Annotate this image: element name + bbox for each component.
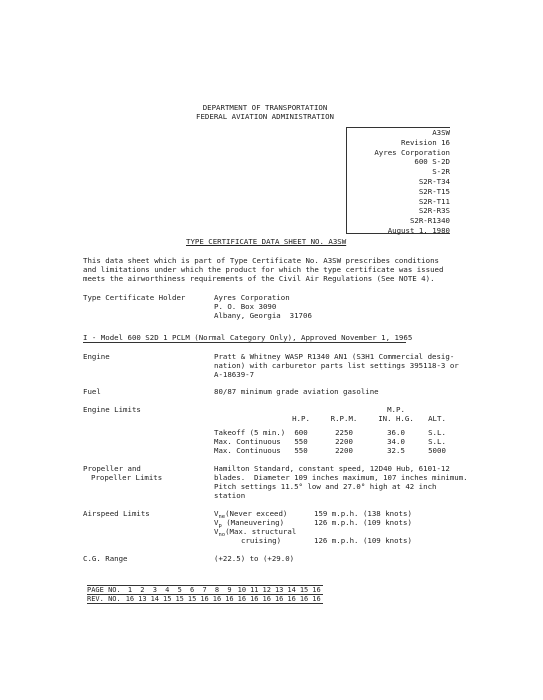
rev-no: 14	[150, 595, 160, 603]
limits-row-alt: 5000	[428, 446, 446, 455]
page-no: 4	[161, 586, 173, 595]
rev-no: 16	[200, 595, 209, 603]
v-subscript: p	[218, 523, 222, 529]
box-line: Revision 16	[401, 137, 450, 147]
engine-line: nation) with carburetor parts list settings 395118-3 or	[214, 361, 459, 370]
propeller-label: Propeller and	[83, 464, 141, 473]
airspeed-desc: (Max. structural	[225, 527, 297, 536]
page-no: 9	[223, 586, 235, 595]
airspeed-desc-2: cruising)	[241, 536, 282, 545]
rev-no: 16	[287, 595, 296, 603]
intro-line: meets the airworthiness requirements of the Civil Air Regulations (See NOTE 4).	[83, 274, 435, 283]
limits-row-rpm: 2250	[335, 428, 353, 437]
page-no: 12	[262, 586, 271, 594]
airspeed-label: Airspeed Limits	[83, 509, 150, 518]
box-line: Ayres Corporation	[374, 147, 450, 157]
fuel-value: 80/87 minimum grade aviation gasoline	[214, 387, 379, 396]
page-no: 11	[250, 586, 259, 594]
v-letter: V	[214, 527, 219, 536]
holder-line: Albany, Georgia 31706	[214, 311, 312, 320]
v-letter: V	[214, 509, 219, 518]
limits-row-rpm: 2200	[335, 437, 353, 446]
section-heading: I - Model 600 S2D 1 PCLM (Normal Category Only), Approved November 1, 1965	[83, 333, 413, 342]
box-line: A3SW	[432, 128, 450, 137]
cg-label: C.G. Range	[83, 554, 128, 563]
v-letter: V	[214, 518, 219, 527]
propeller-label-2: Propeller Limits	[91, 473, 163, 482]
section-rule	[83, 342, 406, 343]
box-line: 600 S-2D	[414, 157, 450, 167]
box-line: S-2R	[432, 167, 450, 177]
box-line: S2R-T15	[418, 186, 450, 196]
holder-line: Ayres Corporation	[214, 293, 290, 302]
mp-header: IN. H.G.	[378, 414, 414, 423]
page-no: 1	[124, 586, 136, 595]
rev-no: 16	[262, 595, 271, 603]
limits-row-hp: 550	[294, 446, 308, 455]
rev-row	[87, 595, 323, 604]
rev-no: 16	[274, 595, 284, 603]
rev-no: 16	[212, 595, 222, 603]
v-subscript: ne	[218, 514, 226, 520]
page-label: PAGE NO.	[87, 586, 124, 595]
page-row	[87, 586, 323, 595]
limits-row-mp: 34.0	[387, 437, 405, 446]
page-no: 16	[312, 586, 321, 594]
limits-row-name: Max. Continuous	[214, 446, 281, 455]
box-line: S2R-R3S	[418, 206, 450, 216]
holder-label: Type Certificate Holder	[83, 293, 186, 302]
page-no: 13	[274, 586, 284, 594]
propeller-line: Hamilton Standard, constant speed, 12D40 Hub, 6101-12	[214, 464, 450, 473]
limits-row-name: Max. Continuous	[214, 437, 281, 446]
limits-row-mp: 32.5	[387, 446, 405, 455]
rev-no: 15	[163, 595, 172, 603]
limits-row-alt: S.L.	[428, 428, 446, 437]
agency-line-1: DEPARTMENT OF TRANSPORTATION	[202, 103, 328, 112]
engine-limits-label: Engine Limits	[83, 405, 141, 414]
limits-row-rpm: 2200	[335, 446, 353, 455]
rev-no: 16	[299, 595, 309, 603]
rev-no: 15	[175, 595, 184, 603]
holder-line: P. O. Box 3090	[214, 302, 277, 311]
page-revision-table	[87, 585, 323, 604]
airspeed-desc: (Maneuvering)	[221, 518, 285, 527]
limits-row-mp: 36.0	[387, 428, 405, 437]
page-no: 7	[198, 586, 210, 595]
rev-label: REV. NO.	[87, 595, 124, 604]
propeller-line: blades. Diameter 109 inches maximum, 107 inches minimum.	[214, 473, 468, 482]
alt-header: ALT.	[428, 414, 446, 423]
engine-label: Engine	[83, 352, 110, 361]
airspeed-value: 126 m.p.h. (109 knots)	[314, 536, 412, 545]
intro-line: and limitations under which the product for which the type certificate was issued	[83, 265, 444, 274]
airspeed-value: 159 m.p.h. (138 knots)	[314, 509, 412, 518]
page-title: TYPE CERTIFICATE DATA SHEET NO. A3SW	[186, 237, 347, 246]
box-line: S2R-R1340	[409, 216, 450, 226]
box-line: S2R-T11	[418, 196, 450, 206]
rev-no: 16	[225, 595, 234, 603]
page-no: 10	[237, 586, 247, 594]
rev-no: 16	[125, 595, 135, 603]
rev-no: 13	[138, 595, 147, 603]
rev-no: 16	[250, 595, 259, 603]
page-no: 8	[211, 586, 223, 595]
box-line: August 1, 1980	[387, 225, 450, 235]
limits-row-alt: S.L.	[428, 437, 446, 446]
limits-row-name: Takeoff (5 min.)	[214, 428, 286, 437]
page-no: 3	[149, 586, 161, 595]
revision-box	[346, 127, 450, 234]
page-no: 5	[173, 586, 185, 595]
propeller-line: station	[214, 491, 246, 500]
intro-line: This data sheet which is part of Type Certificate No. A3SW prescribes conditions	[83, 256, 439, 265]
agency-line-2: FEDERAL AVIATION ADMINISTRATION	[196, 112, 334, 121]
box-line: S2R-T34	[418, 176, 450, 186]
rpm-header: R.P.M.	[330, 414, 358, 423]
v-subscript: no	[218, 532, 226, 538]
airspeed-desc: (Never exceed)	[225, 509, 288, 518]
engine-line: Pratt & Whitney WASP R1340 AN1 (S3H1 Commercial desig-	[214, 352, 455, 361]
fuel-label: Fuel	[83, 387, 101, 396]
page-no: 15	[299, 586, 309, 594]
page-no: 6	[186, 586, 198, 595]
mp-header-top: M.P.	[387, 405, 405, 414]
cg-value: (+22.5) to (+29.0)	[214, 554, 295, 563]
rev-no: 16	[312, 595, 321, 603]
rev-no: 16	[237, 595, 247, 603]
hp-header: H.P.	[292, 414, 310, 423]
propeller-line: Pitch settings 11.5° low and 27.0° high at 42 inch	[214, 482, 437, 491]
rev-no: 15	[187, 595, 197, 603]
engine-line: A-18639-7	[214, 370, 255, 379]
page-no: 14	[287, 586, 296, 594]
limits-row-hp: 550	[294, 437, 308, 446]
airspeed-value: 126 m.p.h. (109 knots)	[314, 518, 412, 527]
limits-row-hp: 600	[294, 428, 308, 437]
page-no: 2	[136, 586, 148, 595]
